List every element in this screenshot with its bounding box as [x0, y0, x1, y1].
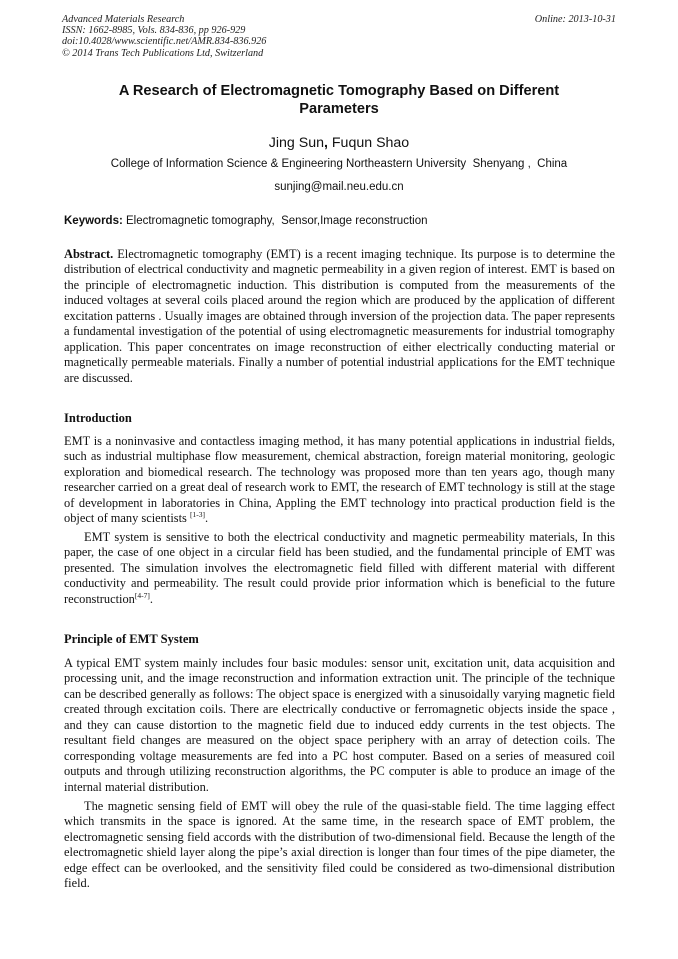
introduction-heading: Introduction	[64, 411, 132, 425]
copyright-line: © 2014 Trans Tech Publications Ltd, Switzerland	[62, 47, 264, 59]
keywords-label: Keywords:	[64, 215, 123, 227]
online-date: Online: 2013-10-31	[534, 14, 616, 25]
doi-link[interactable]: doi:10.4028/www.scientific.net/AMR.834-836.926	[62, 36, 267, 48]
journal-header	[62, 14, 616, 59]
keywords	[64, 214, 616, 229]
title-line-2: Parameters	[299, 101, 379, 117]
intro-p1-end: .	[204, 511, 209, 526]
issn-line: ISSN: 1662-8985, Vols. 834-836, pp 926-929	[62, 25, 246, 37]
paper-title	[62, 82, 616, 118]
principle-paragraph-1: A typical EMT system mainly includes four basic modules: sensor unit, excitation unit, data acquisition and processing unit, and the image reconstruction and information extraction unit. The principle of the technique can be described generally as follows: The object space is energized with a sinusoidally varying magnetic field created through excitation coils. There are electrically conductive or ferromagnetic objects inside the space , and they can cause distortion to the magnetic field due to induced eddy currents in the test objects. The resultant field changes are measured on the object space periphery with an array of detection coils. The corresponding voltage measurements are fed into a PC host computer. Based on a series of measured coil outputs and through utilizing reconstruction algorithms, the PC computer is able to produce an image of the internal material distribution.	[64, 656, 615, 794]
author-2: Fuqun Shao	[327, 135, 410, 151]
introduction-paragraph-2	[64, 530, 615, 607]
intro-p2-end: .	[149, 591, 153, 606]
author-separator: ,	[324, 135, 328, 151]
introduction-paragraph-1	[64, 434, 615, 527]
principle-paragraph-2: The magnetic sensing field of EMT will obey the rule of the quasi-stable field. The time lagging effect which transmits in the space is ignored. At the same time, in the research space of EMT problem, the electromagnetic sensing field accords with the distribution of two-dimensional field. Because the length of the electromagnetic shield layer along the pipe’s axial direction is longer than four times of the pipe diameter, the edge effect can be overlooked, and the sensitivity filed could be considered as two-dimensional distribution field.	[64, 799, 615, 891]
title-line-1: A Research of Electromagnetic Tomography Based on Different	[118, 83, 560, 99]
principle-heading: Principle of EMT System	[64, 632, 199, 646]
abstract-text: Electromagnetic tomography (EMT) is a recent imaging technique. Its purpose is to determine the distribution of electrical conductivity and magnetic permeability in a given region of interest. EMT is based on the principle of electromagnetic induction. This distribution is computed from the measurements of the induced voltages at several coils placed around the region which are produced by the application of different excitation patterns . Usually images are obtained through inversion of the projection data. The paper represents a fundamental investigation of the potential of using electromagnetic measurements for industrial tomography application. This paper concentrates on image reconstruction of either electrically conducting material or magnetically permeable materials. Finally a number of potential industrial applications for the EMT technique are discussed.	[64, 247, 615, 385]
author-email[interactable]: sunjing@mail.neu.edu.cn	[274, 181, 404, 193]
authors	[62, 134, 616, 152]
abstract-paragraph	[64, 247, 615, 386]
abstract-label: Abstract.	[64, 247, 114, 261]
intro-p1-text: EMT is a noninvasive and contactless imaging method, it has many potential applications in industrial fields, such as industrial multiphase flow measurement, chemical abstraction, foreign material monitoring, geologic exploration and biomedical research. The technology was proposed more than ten years ago, though many researcher carried on a great deal of research work to EMT, the research of EMT technology is still at the stage of development in laboratories in China, Appling the EMT technology into practical production field is the object of many scientists	[64, 434, 615, 526]
author-1: Jing Sun	[268, 135, 324, 151]
citation-1-3[interactable]: [1-3]	[189, 510, 205, 520]
intro-p2-text: EMT system is sensitive to both the electrical conductivity and magnetic permeability materials, In this paper, the case of one object in a circular field has been studied, and the fundamental principle of EMT was presented. The simulation involves the electromagnetic field filled with different material with different conductivity and permeability. The result could provide prior information which is beneficial to the future reconstruction	[64, 530, 615, 606]
journal-name: Advanced Materials Research	[62, 14, 185, 25]
citation-4-7[interactable]: [4-7]	[134, 590, 150, 600]
affiliation: College of Information Science & Engineering Northeastern University Shenyang , China	[110, 158, 568, 170]
keywords-text: Electromagnetic tomography, Sensor,Image reconstruction	[122, 215, 428, 227]
